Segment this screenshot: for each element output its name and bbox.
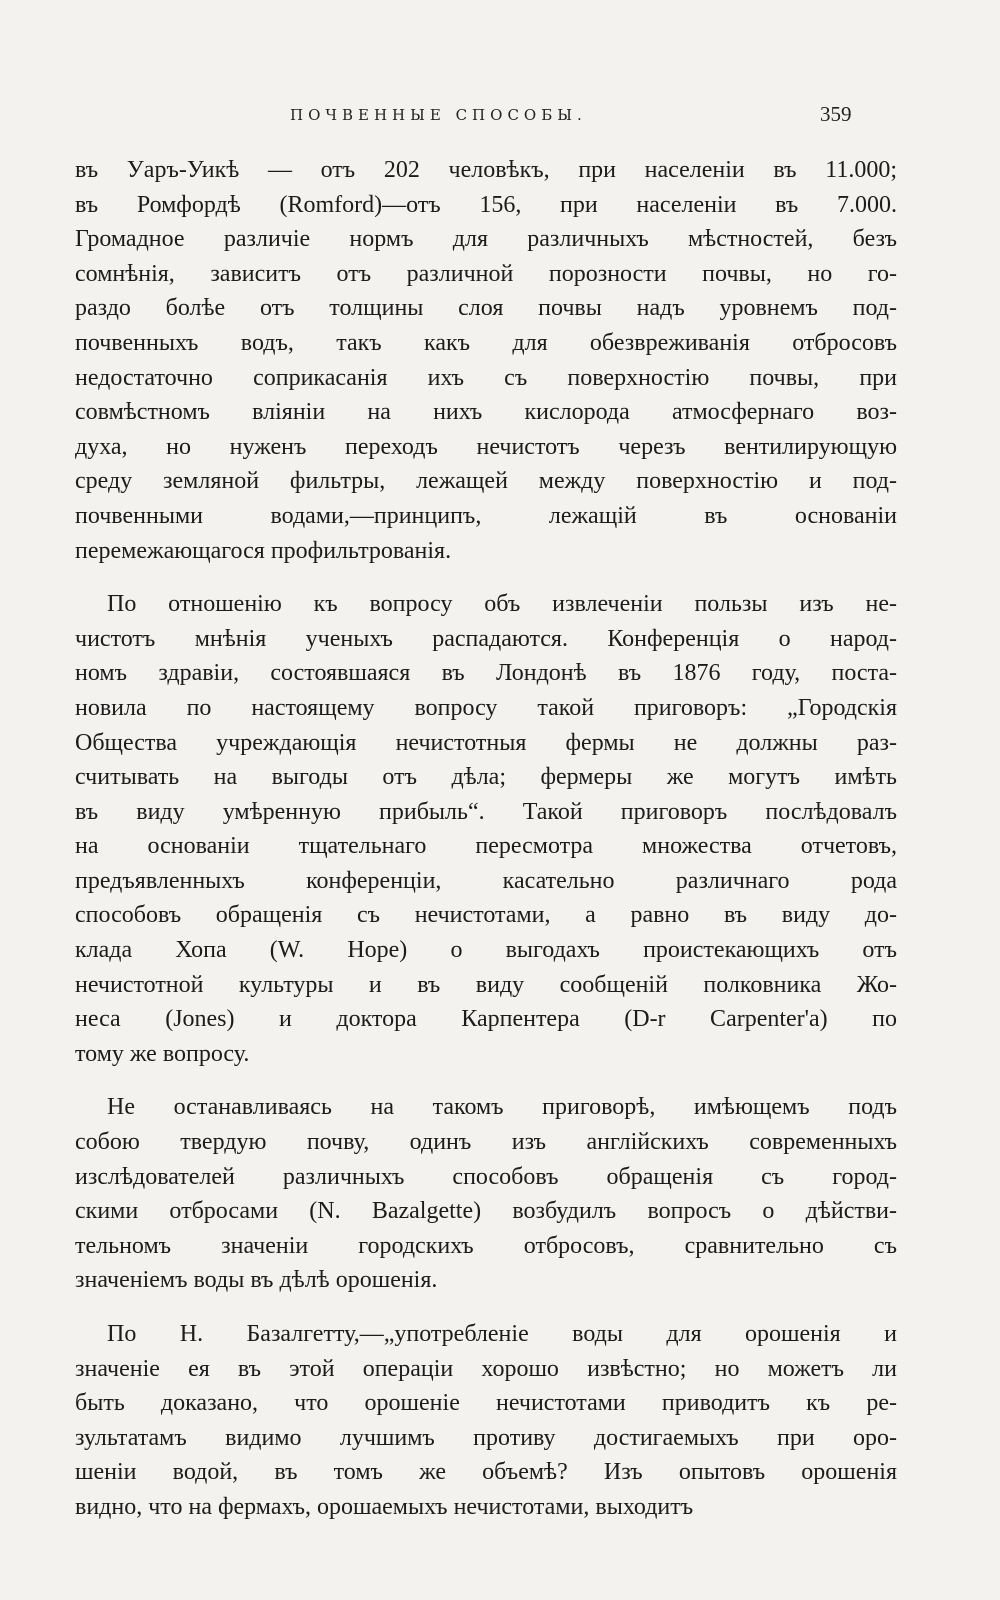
text-line: неса (Jones) и доктора Карпентера (D-r Carpenter'a) по <box>75 1006 897 1033</box>
text-line: Громадное различіе нормъ для различныхъ мѣстностей, безъ <box>75 226 897 253</box>
text-line: перемежающагося профильтрованія. <box>75 537 452 564</box>
text-line: духа, но нуженъ переходъ нечистотъ черезъ вентилирующую <box>75 433 897 460</box>
paragraph <box>75 153 897 568</box>
body-text <box>75 153 897 1525</box>
text-line: номъ здравіи, состоявшаяся въ Лондонѣ въ 1876 году, поста- <box>75 660 897 687</box>
text-line: въ виду умѣренную прибыль“. Такой приговоръ послѣдовалъ <box>75 798 897 825</box>
text-line: почвенными водами,—принципъ, лежащій въ основаніи <box>75 502 897 529</box>
text-line: въ Ромфордѣ (Romford)—отъ 156, при населеніи въ 7.000. <box>75 191 897 218</box>
text-line: предъявленныхъ конференціи, касательно различнаго рода <box>75 867 897 894</box>
text-line: Не останавливаясь на такомъ приговорѣ, имѣющемъ подъ <box>107 1094 897 1121</box>
text-line: почвенныхъ водъ, такъ какъ для обезвреживанія отбросовъ <box>75 329 897 356</box>
text-line: зультатамъ видимо лучшимъ противу достигаемыхъ при оро- <box>75 1424 897 1451</box>
text-line: Общества учреждающія нечистотныя фермы не должны раз- <box>75 729 897 756</box>
text-line: сомнѣнія, зависитъ отъ различной порозности почвы, но го- <box>75 260 897 287</box>
text-line: изслѣдователей различныхъ способовъ обращенія съ город- <box>75 1163 897 1190</box>
text-line: считывать на выгоды отъ дѣла; фермеры же могутъ имѣть <box>75 764 897 791</box>
text-line: на основаніи тщательнаго пересмотра множества отчетовъ, <box>75 833 897 860</box>
text-line: въ Уаръ-Уикѣ — отъ 202 человѣкъ, при населеніи въ 11.000; <box>75 157 897 183</box>
text-line: недостаточно соприкасанія ихъ съ поверхностію почвы, при <box>75 364 897 391</box>
text-line: значеніе ея въ этой операціи хорошо извѣстно; но можетъ ли <box>75 1355 897 1382</box>
text-line: среду земляной фильтры, лежащей между поверхностію и под- <box>75 468 897 495</box>
text-line: скими отбросами (N. Bazalgette) возбудилъ вопросъ о дѣйстви- <box>75 1198 897 1225</box>
text-line: способовъ обращенія съ нечистотами, а равно въ виду до- <box>75 902 897 929</box>
text-line: По отношенію къ вопросу объ извлеченіи пользы изъ не- <box>107 591 897 618</box>
text-line: видно, что на фермахъ, орошаемыхъ нечистотами, выходитъ <box>75 1493 694 1520</box>
text-line: совмѣстномъ вліяніи на нихъ кислорода атмосфернаго воз- <box>75 399 897 426</box>
text-line: быть доказано, что орошеніе нечистотами приводитъ къ ре- <box>75 1390 897 1417</box>
running-head: ПОЧВЕННЫЕ СПОСОБЫ. <box>290 106 587 124</box>
text-line: нечистотной культуры и въ виду сообщеній полковника Жо- <box>75 971 897 998</box>
text-line: шеніи водой, въ томъ же объемѣ? Изъ опытовъ орошенія <box>75 1459 897 1486</box>
page-number: 359 <box>820 102 852 126</box>
paragraph <box>75 1317 897 1525</box>
paragraph <box>75 587 897 1071</box>
text-line: значеніемъ воды въ дѣлѣ орошенія. <box>75 1267 438 1294</box>
text-line: раздо болѣе отъ толщины слоя почвы надъ уровнемъ под- <box>75 295 897 322</box>
text-line: чистотъ мнѣнія ученыхъ распадаются. Конференція о народ- <box>75 625 897 652</box>
text-line: По Н. Базалгетту,—„употребленіе воды для орошенія и <box>107 1321 897 1347</box>
text-line: тому же вопросу. <box>75 1040 250 1067</box>
paragraph <box>75 1090 897 1298</box>
text-line: собою твердую почву, одинъ изъ англійскихъ современныхъ <box>75 1129 897 1156</box>
text-line: новила по настоящему вопросу такой приговоръ: „Городскія <box>75 694 897 721</box>
text-line: клада Хопа (W. Hope) о выгодахъ проистекающихъ отъ <box>75 937 897 964</box>
text-line: тельномъ значеніи городскихъ отбросовъ, сравнительно съ <box>75 1232 897 1259</box>
